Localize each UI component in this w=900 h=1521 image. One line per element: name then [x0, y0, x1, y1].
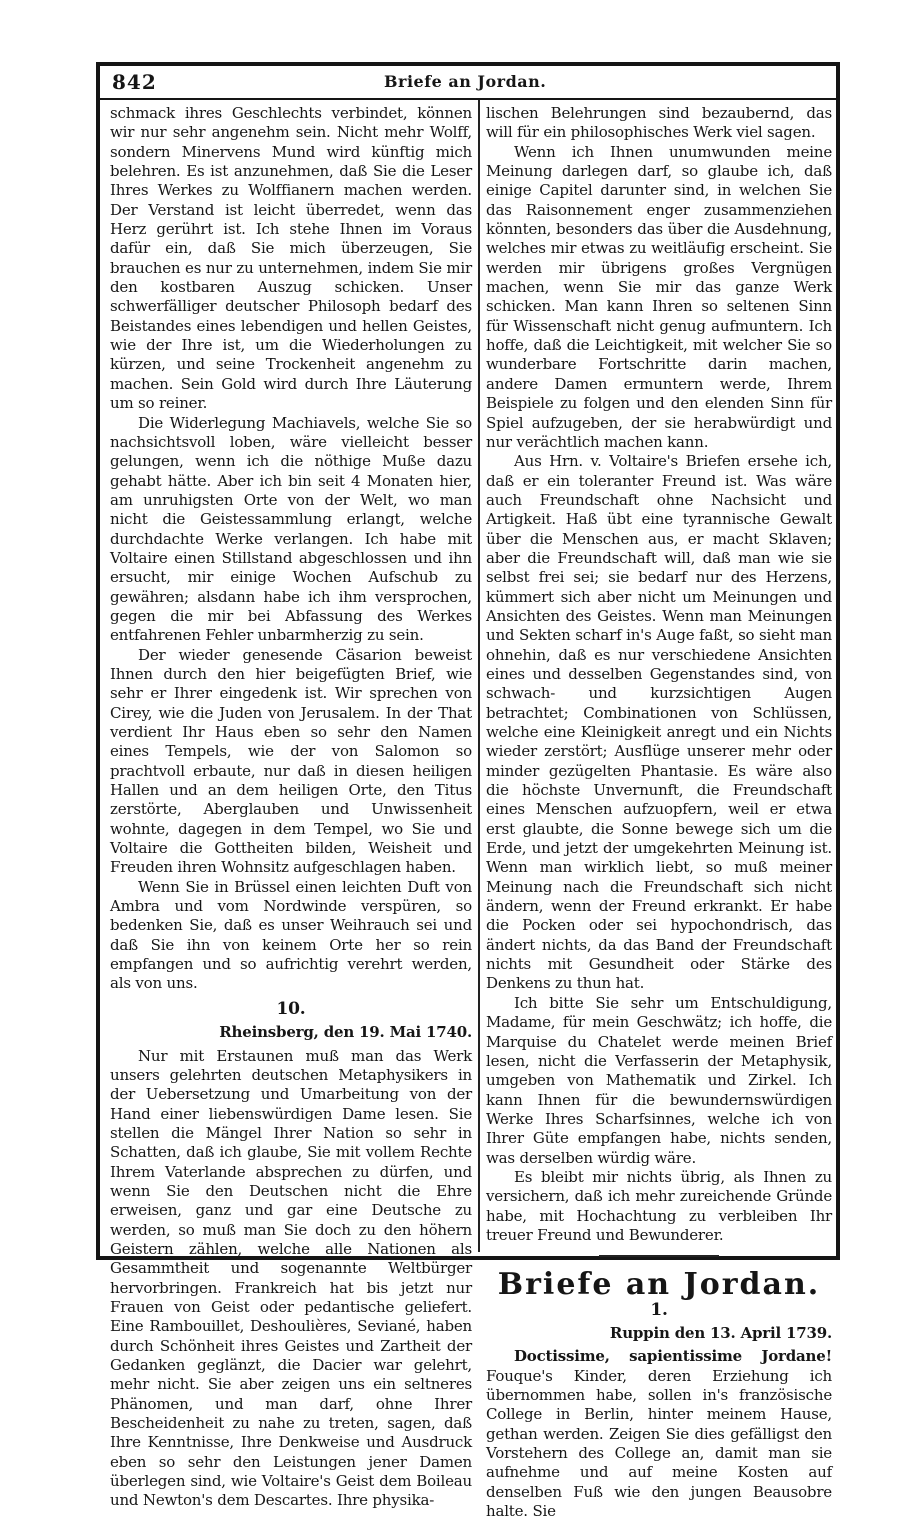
dateline: Ruppin den 13. April 1739.: [609, 1323, 832, 1342]
paragraph: Wenn ich Ihnen unumwunden meine Meinung darlegen darf, so glaube ich, daß einige Capitel darunter sind, in welchen Sie das Raisonnement enger zusammenziehen könnten, besonders das über die Ausdehnung, welches mir etwas zu weitläufig erscheint. Sie werden mir übrigens großes Vergnügen machen, wenn Sie mir das ganze Werk schicken. Man kann Ihren so seltenen Sinn für Wissenschaft nicht genug aufmuntern. Ich hoffe, daß die Leichtigkeit, mit welcher Sie so wunderbare Fortschritte darin machen, andere Damen ermuntern werde, Ihrem Beispiele zu folgen und den elenden Sinn für Spiel aufzugeben, der sie herabwürdigt und nur verächtlich machen kann.: [486, 142, 832, 451]
paragraph: Ich bitte Sie sehr um Entschuldigung, Madame, für mein Geschwätz; ich hoffe, die Marquise du Chatelet werde meinen Brief lesen, nicht die Verfasserin der Metaphysik, umgeben von Mathematik und Zirkel. Ich kann Ihnen für die bewundernswürdigen Werke Ihres Scharfsinnes, welche ich von Ihrer Güte empfangen habe, nichts senden, was derselben würdig wäre.: [486, 993, 832, 1167]
salutation: Doctissime, sapientissime Jordane!: [514, 1347, 832, 1366]
paragraph: Aus Hrn. v. Voltaire's Briefen ersehe ich, daß er ein toleranter Freund ist. Was wäre auch Freundschaft ohne Nachsicht und Artigkeit. Haß übt eine tyrannische Gewalt über die Menschen aus, er macht Sklaven; aber die Freundschaft will, daß man wie sie selbst frei sei; sie bedarf nur des Herzens, kümmert sich aber nicht um Meinungen und Ansichten des Geistes. Wenn man Meinungen und Sekten scharf in's Auge faßt, so sieht man ohnehin, daß es nur verschiedene Ansichten eines und desselben Gegenstandes sind, von schwach- und kurzsichtigen Augen betrachtet; Combinationen von Schlüssen, welche eine Kleinigkeit anregt und ein Nichts wieder zerstört; Ausflüge unserer mehr oder minder gezügelten Phantasie. Es wäre also die höchste Unvernunft, die Freundschaft eines Menschen aufzuopfern, weil er etwa erst glaubte, die Sonne bewege sich um die Erde, und jetzt der umgekehrten Meinung ist. Wenn man wirklich liebt, so muß meiner Meinung nach die Freundschaft sich nicht ändern, wenn der Freund erkrankt. Er habe die Pocken oder sei hypochondrisch, das ändert nichts, da das Band der Freundschaft nichts mit Gesundheit oder Stärke des Denkens zu thun hat.: [486, 452, 832, 993]
section-rule: [599, 1255, 719, 1257]
paragraph: schmack ihres Geschlechts verbindet, können wir nur sehr angenehm sein. Nicht mehr Wolff, sondern Minervens Mund wird künftig mich belehren. Es ist anzunehmen, daß Sie die Leser Ihres Werkes zu Wolffianern machen werden. Der Verstand ist leicht überredet, wenn das Herz gerührt ist. Ich stehe Ihnen im Voraus dafür ein, daß Sie mich überzeugen, Sie brauchen es nur zu unternehmen, indem Sie mir den kostbaren Auszug schicken. Unser schwerfälliger deutscher Philosoph bedarf des Beistandes eines lebendigen und hellen Geistes, wie der Ihre ist, um die Wiederholungen zu kürzen, und seine Trockenheit angenehm zu machen. Sein Gold wird durch Ihre Läuterung um so reiner.: [110, 104, 472, 413]
right-border-rule: [836, 62, 840, 1260]
page-number: 842: [112, 70, 157, 94]
paragraph: Der wieder genesende Cäsarion beweist Ihnen durch den hier beigefügten Brief, wie sehr er Ihrer eingedenk ist. Wir sprechen von Cirey, wie die Juden von Jerusalem. In der That verdient Ihr Haus eben so sehr den Namen eines Tempels, wie der von Salomon so prachtvoll erbaute, nur daß in diesen heiligen Hallen und an dem heiligen Orte, den Titus zerstörte, Aberglauben und Unwissenheit wohnte, dagegen in dem Tempel, wo Sie und Voltaire die Gottheiten bilden, Weisheit und Freuden ihren Wohnsitz aufgeschlagen haben.: [110, 645, 472, 877]
paragraph: Nur mit Erstaunen muß man das Werk unsers gelehrten deutschen Metaphysikers in der Uebersetzung und Umarbeitung von der Hand einer liebenswürdigen Dame lesen. Sie stellen die Mängel Ihrer Nation so sehr in Schatten, daß ich glaube, Sie mit vollem Rechte Ihrem Vaterlande absprechen zu dürfen, und wenn Sie den Deutschen nicht die Ehre erweisen, ganz und gar eine Deutsche zu werden, so muß man Sie doch zu den höhern Geistern zählen, welche alle Nationen als Gesammtheit und sogenannte Weltbürger hervorbringen. Frankreich hat bis jetzt nur Frauen von Geist oder pedantische geliefert. Eine Rambouillet, Deshoulières, Seviané, haben durch Schönheit ihres Geistes und Zartheit der Gedanken geglänzt, die Dacier war gelehrt, mehr nicht. Sie aber zeigen uns ein seltneres Phänomen, und man darf, ohne Ihrer Bescheidenheit zu nahe zu treten, sagen, daß Ihre Kenntnisse, Ihre Denkweise und Ausdruck eben so sehr den Leistungen jener Damen überlegen sind, wie Voltaire's Geist dem Boileau und Newton's dem Descartes. Ihre physika-: [110, 1046, 472, 1510]
paragraph: lischen Belehrungen sind bezaubernd, das will für ein philosophisches Werk viel sagen.: [486, 104, 832, 142]
top-border-rule: [96, 62, 840, 66]
column-divider: [478, 100, 480, 1252]
paragraph: Es bleibt mir nichts übrig, als Ihnen zu versichern, daß ich mehr zureichende Gründe habe, mit Hochachtung zu verbleiben Ihr treuer Freund und Bewunderer.: [486, 1167, 832, 1244]
running-head: Briefe an Jordan.: [384, 72, 547, 91]
letter-number: 10.: [276, 998, 306, 1019]
section-title: Briefe an Jordan.: [497, 1267, 821, 1303]
left-column: [110, 104, 472, 1511]
paragraph: Die Widerlegung Machiavels, welche Sie so nachsichtsvoll loben, wäre vielleicht besser gelungen, wenn ich die nöthige Muße dazu gehabt hätte. Aber ich bin seit 4 Monaten hier, am unruhigsten Orte von der Welt, wo man nicht die Geistessammlung erlangt, welche durchdachte Werke verlangen. Ich habe mit Voltaire einen Stillstand abgeschlossen und ihn ersucht, mir einige Wochen Aufschub zu gewähren; alsdann habe ich ihm versprochen, gegen die mir bei Abfassung des Werkes entfahrenen Fehler unbarmherzig zu sein.: [110, 413, 472, 645]
left-border-rule: [96, 62, 100, 1260]
letter-number: 1.: [650, 1299, 668, 1320]
paragraph: Fouque's Kinder, deren Erziehung ich übernommen habe, sollen in's französische College in Berlin, hinter meinem Hause, gethan werden. Zeigen Sie dies gefälligst den Vorstehern des College an, damit man sie aufnehme und auf meine Kosten auf denselben Fuß wie den jungen Beausobre halte. Sie: [486, 1366, 832, 1521]
right-column: [486, 104, 832, 1521]
paragraph: Wenn Sie in Brüssel einen leichten Duft von Ambra und vom Nordwinde verspüren, so bedenken Sie, daß es unser Weihrauch sei und daß Sie ihn von keinem Orte her so rein empfangen und so aufrichtig verehrt werden, als von uns.: [110, 877, 472, 993]
dateline: Rheinsberg, den 19. Mai 1740.: [219, 1023, 472, 1042]
header-divider: [100, 98, 836, 100]
